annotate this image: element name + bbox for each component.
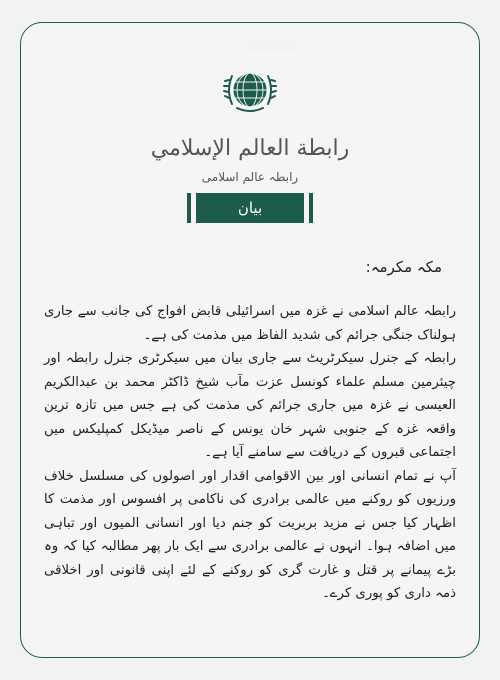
globe-emblem-icon (220, 60, 280, 120)
paragraph: رابطہ عالم اسلامی نے غزہ میں اسرائیلی قابض افواج کی جانب سے جاری ہولناک جنگی جرائم کی شدید الفاظ میں مذمت کی ہے۔ (44, 304, 456, 343)
paragraph: آپ نے تمام انسانی اور بین الاقوامی اقدار اور اصولوں کی مسلسل خلاف ورزیوں کو روکنے میں عالمی برادری کی ناکامی پر افسوس اور مذمت کا اظہار کیا جس نے مزید بربریت کو جنم دیا اور انسانی المیوں اور تباہی میں اضافہ ہوا۔ انہوں نے عالمی برادری سے ایک بار پھر مطالبہ کیا کہ وہ بڑے پیمانے پر قتل و غارت گری کو روکنے کے لئے اپنی قانونی اور اخلاقی ذمہ داری کو پوری کرے۔ (44, 468, 456, 601)
statement-body (44, 300, 456, 606)
org-name-arabic: رابطة العالم الإسلامي (150, 136, 350, 161)
badge-left-edge (187, 193, 191, 223)
badge-right-edge (309, 193, 313, 223)
statement-badge: بیان (196, 193, 304, 223)
paragraph: رابطہ کے جنرل سیکرٹریٹ سے جاری بیان میں سیکرٹری جنرل رابطہ اور چیئرمین مسلم علماء کونسل عزت مآب شیخ ڈاکٹر محمد بن عبدالکریم العیسی نے غزہ میں جاری جرائم کی مذمت کی ہے جس میں تازہ ترین واقعہ غزہ کے جنوبی شہر خان یونس کے ناصر میڈیکل کمپلیکس میں اجتماعی قبروں کے دریافت سے سامنے آیا ہے۔ (44, 351, 456, 460)
frame-top-gap (247, 39, 295, 51)
org-name-urdu: رابطہ عالم اسلامی (201, 170, 299, 184)
dateline: مکہ مکرمہ: (365, 258, 442, 276)
